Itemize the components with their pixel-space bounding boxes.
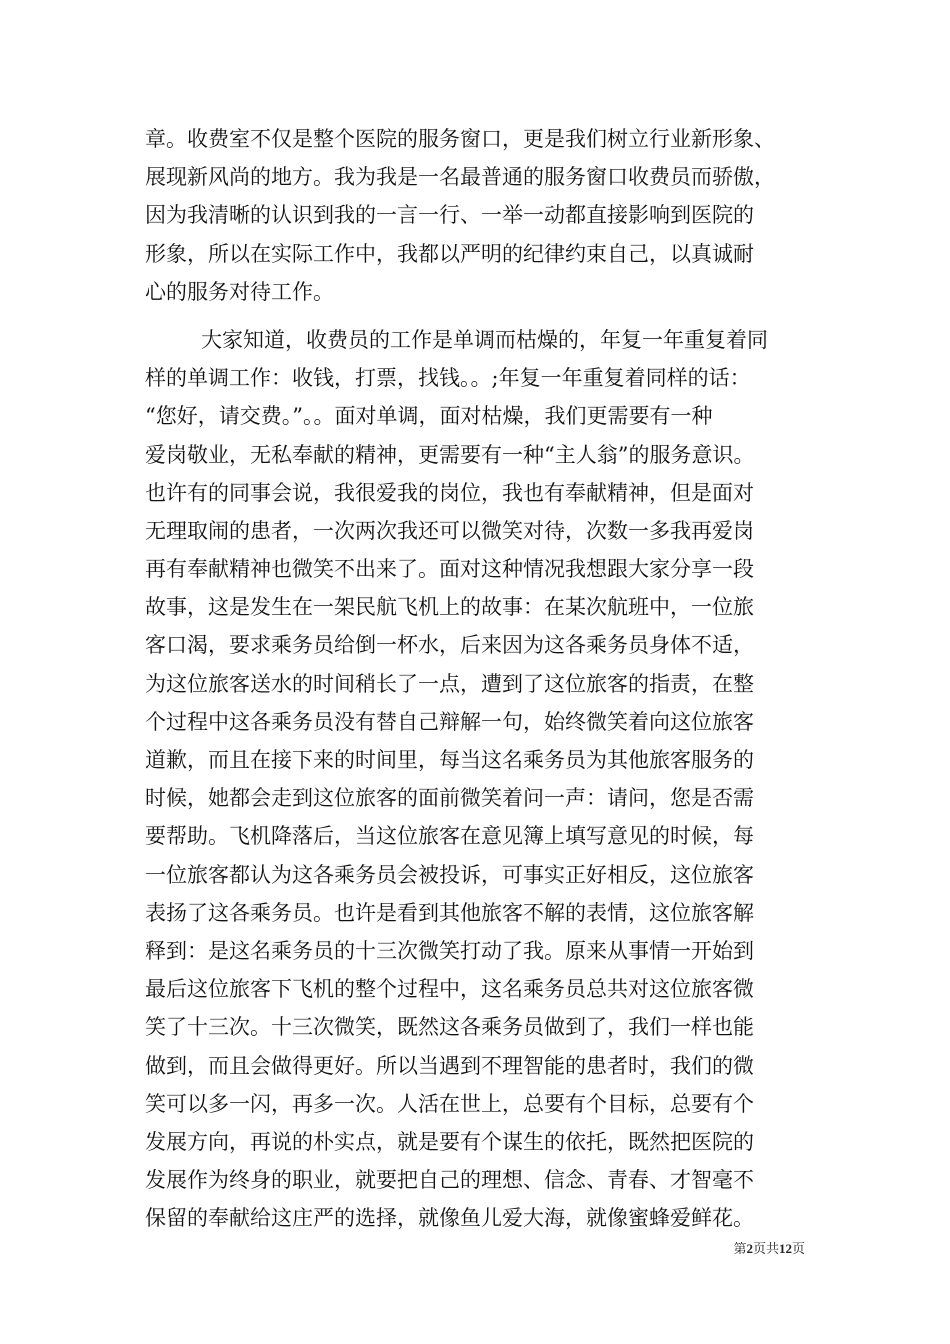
text-line: 形象，所以在实际工作中，我都以严明的纪律约束自己，以真诚耐 xyxy=(145,241,754,266)
footer-middle: 页共 xyxy=(752,1242,779,1257)
text-line: 发展方向，再说的朴实点，就是要有个谋生的依托，既然把医院的 xyxy=(145,1129,754,1154)
body-text xyxy=(145,120,810,1237)
text-line: 展现新风尚的地方。我为我是一名最普通的服务窗口收费员而骄傲， xyxy=(145,165,775,190)
footer-total-pages: 12 xyxy=(778,1241,792,1256)
text-line: 客口渴，要求乘务员给倒一杯水，后来因为这各乘务员身体不适， xyxy=(145,633,754,658)
text-line: 无理取闹的患者，一次两次我还可以微笑对待，次数一多我再爱岗 xyxy=(145,518,754,543)
text-line: 道歉，而且在接下来的时间里，每当这名乘务员为其他旅客服务的 xyxy=(145,748,754,772)
text-line: 因为我清晰的认识到我的一言一行、一举一动都直接影响到医院的 xyxy=(145,203,754,228)
footer-page-number: 2 xyxy=(746,1241,753,1256)
text-line: 故事，这是发生在一架民航飞机上的故事：在某次航班中，一位旅 xyxy=(145,595,754,620)
text-line: 最后这位旅客下飞机的整个过程中，这名乘务员总共对这位旅客微 xyxy=(145,977,754,1002)
text-line: 笑可以多一闪，再多一次。人活在世上，总要有个目标，总要有个 xyxy=(145,1091,754,1116)
text-line: 表扬了这各乘务员。也许是看到其他旅客不解的表情，这位旅客解 xyxy=(145,900,754,925)
text-line: 爱岗敬业，无私奉献的精神，更需要有一种“主人翁”的服务意识。 xyxy=(145,442,755,467)
text-line: “您好，请交费。”。。面对单调，面对枯燥，我们更需要有一种 xyxy=(145,404,713,429)
text-line: 章。收费室不仅是整个医院的服务窗口，更是我们树立行业新形象、 xyxy=(145,127,775,151)
footer-prefix: 第 xyxy=(733,1242,747,1257)
text-line: 要帮助。飞机降落后，当这位旅客在意见簿上填写意见的时候，每 xyxy=(145,824,754,849)
text-line: 为这位旅客送水的时间稍长了一点，遭到了这位旅客的指责，在整 xyxy=(145,671,754,696)
text-line: 一位旅客都认为这各乘务员会被投诉，可事实正好相反，这位旅客 xyxy=(145,862,754,887)
text-line: 发展作为终身的职业，就要把自己的理想、信念、青春、才智毫不 xyxy=(145,1168,754,1193)
paragraph-gap xyxy=(145,311,810,321)
text-line: 也许有的同事会说，我很爱我的岗位，我也有奉献精神，但是面对 xyxy=(145,480,754,505)
page-footer xyxy=(0,1240,805,1259)
text-line: 大家知道，收费员的工作是单调而枯燥的，年复一年重复着同 xyxy=(201,327,768,352)
text-line: 样的单调工作：收钱，打票，找钱。。;年复一年重复着同样的话： xyxy=(145,366,751,391)
footer-suffix: 页 xyxy=(791,1242,805,1257)
text-line: 个过程中这各乘务员没有替自己辩解一句，始终微笑着向这位旅客 xyxy=(145,709,754,734)
text-line: 时候，她都会走到这位旅客的面前微笑着问一声：请问，您是否需 xyxy=(145,786,754,811)
text-line: 笑了十三次。十三次微笑，既然这各乘务员做到了，我们一样也能 xyxy=(145,1015,754,1040)
paragraph xyxy=(145,120,810,311)
text-line: 释到：是这名乘务员的十三次微笑打动了我。原来从事情一开始到 xyxy=(145,938,754,963)
paragraph xyxy=(145,321,810,1238)
text-line: 做到，而且会做得更好。所以当遇到不理智能的患者时，我们的微 xyxy=(145,1053,754,1078)
text-line: 再有奉献精神也微笑不出来了。面对这种情况我想跟大家分享一段 xyxy=(145,557,754,582)
text-line: 保留的奉献给这庄严的选择，就像鱼儿爱大海，就像蜜蜂爱鲜花。 xyxy=(145,1206,754,1231)
text-line: 心的服务对待工作。 xyxy=(145,279,334,304)
